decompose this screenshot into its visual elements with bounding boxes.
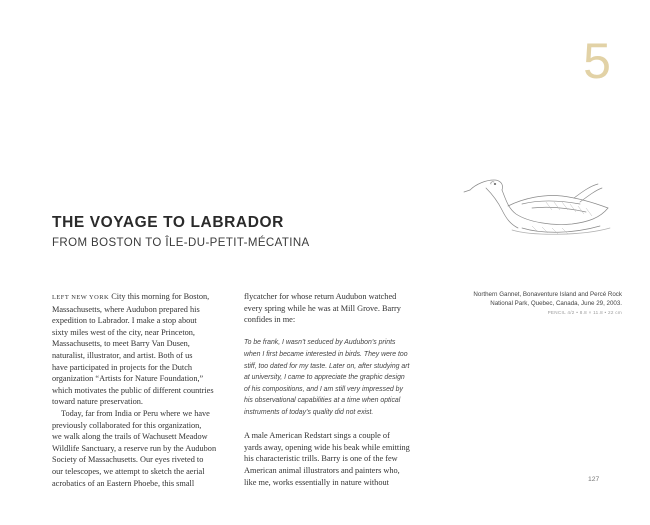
text-line: flycatcher for whose return Audubon watched xyxy=(244,292,397,301)
quote-line: when I first became interested in birds. They were too xyxy=(244,350,408,358)
northern-gannet-sketch xyxy=(462,168,612,238)
text-line: Massachusetts, to meet Barry Van Dusen, xyxy=(52,339,190,349)
caption-technique: PENCIL 4/2 • 8.8 × 11.8 • 22 cm xyxy=(547,310,622,315)
text-line: which motivates the public of different countries xyxy=(52,385,214,395)
text-line: his characteristic trills. Barry is one of the few xyxy=(244,454,398,464)
text-line: yards away, opening wide his beak while emitting xyxy=(244,442,410,452)
chapter-title: THE VOYAGE TO LABRADOR xyxy=(52,214,284,231)
caption-line: Northern Gannet, Bonaventure Island and Percé Rock xyxy=(473,291,622,298)
text-line: Wildlife Sanctuary, a reserve run by the Audubon xyxy=(52,443,217,453)
dateline: LEFT NEW YORK xyxy=(52,294,110,301)
text-line: Today, far from India or Peru where we have xyxy=(61,408,210,418)
text-line: we walk along the trails of Wachusett Meadow xyxy=(52,432,208,442)
text-line: our telescopes, we attempt to sketch the aerial xyxy=(52,466,205,476)
text-line: previously collaborated for this organization, xyxy=(52,420,202,430)
text-line: every spring while he was at Mill Grove. Barry xyxy=(244,303,401,313)
text-line: naturalist, illustrator, and artist. Both of us xyxy=(52,350,193,360)
text-line: organization “Artists for Nature Foundation,” xyxy=(52,374,204,384)
text-line: expedition to Labrador. I make a stop about xyxy=(52,316,197,326)
figure-caption xyxy=(402,290,622,308)
chapter-number: 5 xyxy=(583,33,611,89)
quote-line: instruments of today’s quality did not exist. xyxy=(244,408,374,416)
text-line: confides in me: xyxy=(244,315,296,325)
quote-line: stiff, too dated for my taste. Later on, after studying art xyxy=(244,362,410,370)
quote-line: To be frank, I wasn’t seduced by Audubon’s prints xyxy=(244,339,396,347)
body-column-right xyxy=(244,291,420,488)
chapter-subtitle: FROM BOSTON TO ÎLE-DU-PETIT-MÉCATINA xyxy=(52,237,310,249)
quote-line: at university, I came to appreciate the graphic design xyxy=(244,374,405,382)
body-column-left xyxy=(52,291,228,489)
text-line: American animal illustrators and painters who, xyxy=(244,465,400,475)
text-line: like me, works essentially in nature without xyxy=(244,477,389,487)
text-line: have participated in projects for the Dutch xyxy=(52,362,193,372)
text-line: A male American Redstart sings a couple of xyxy=(244,431,390,441)
text-line: Massachusetts, where Audubon prepared his xyxy=(52,304,200,314)
page-number: 127 xyxy=(588,476,600,483)
text-line: City this morning for Boston, xyxy=(109,292,210,301)
text-line: sixty miles west of the city, near Princeton, xyxy=(52,327,196,337)
text-line: toward nature preservation. xyxy=(52,397,143,407)
text-line: acrobatics of an Eastern Phoebe, this small xyxy=(52,478,195,488)
text-line: Society of Massachusetts. Our eyes riveted to xyxy=(52,455,204,465)
caption-line: National Park, Quebec, Canada, June 29, 2003. xyxy=(490,300,622,307)
quote-line: of his compositions, and I am still very impressed by xyxy=(244,385,403,393)
quote-line: his observational capabilities at a time when optical xyxy=(244,397,401,405)
